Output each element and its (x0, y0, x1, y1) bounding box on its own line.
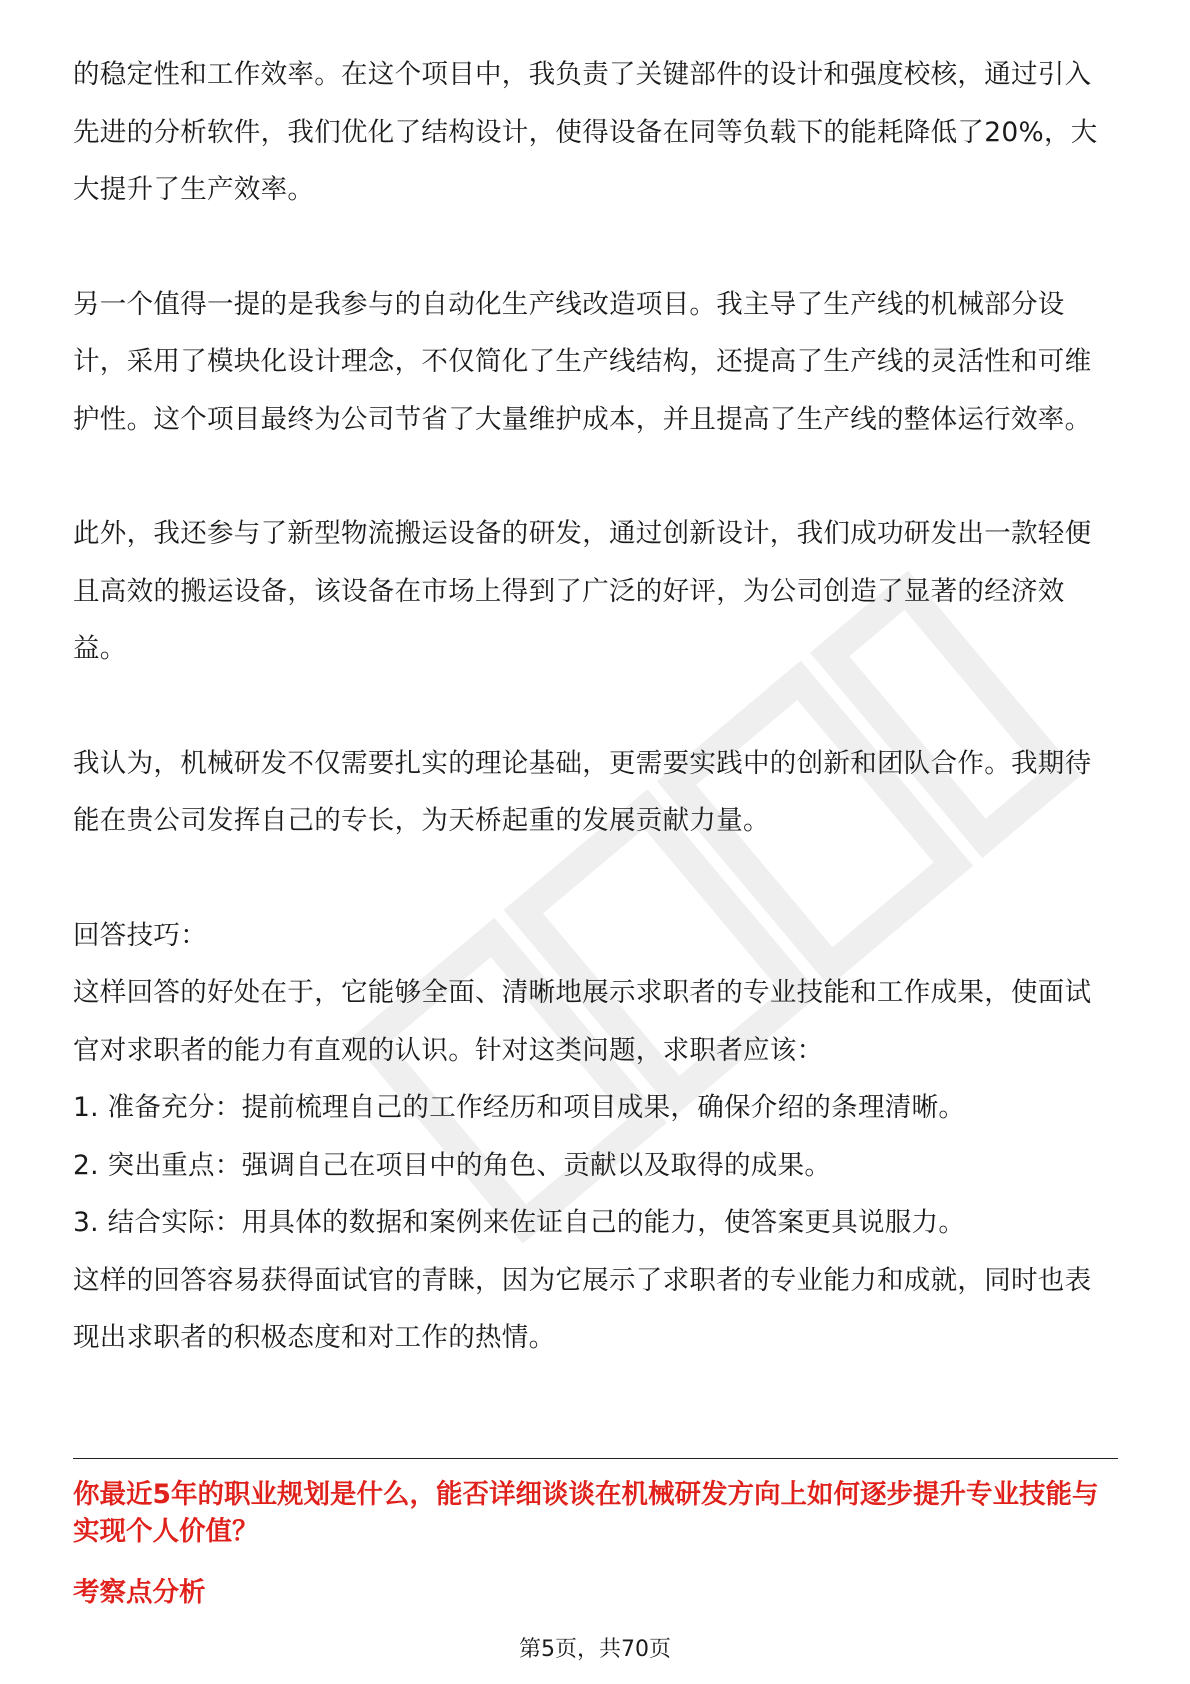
section-divider (73, 1458, 1118, 1459)
page-footer: 第5页，共70页 (519, 1637, 671, 1662)
tips-intro: 这样回答的好处在于，它能够全面、清晰地展示求职者的专业技能和工作成果，使面试官对求职者的能力有直观的认识。针对这类问题，求职者应该： (73, 977, 1092, 1066)
paragraph-3: 此外，我还参与了新型物流搬运设备的研发，通过创新设计，我们成功研发出一款轻便且高效的搬运设备，该设备在市场上得到了广泛的好评，为公司创造了显著的经济效益。 (73, 518, 1092, 664)
next-question-heading: 你最近5年的职业规划是什么，能否详细谈谈在机械研发方向上如何逐步提升专业技能与实现个人价值？ (73, 1479, 1099, 1547)
next-section-title: 考察点分析 (73, 1577, 206, 1608)
tips-item-3: 3. 结合实际：用具体的数据和案例来佐证自己的能力，使答案更具说服力。 (73, 1207, 966, 1238)
paragraph-2: 另一个值得一提的是我参与的自动化生产线改造项目。我主导了生产线的机械部分设计，采用了模块化设计理念，不仅简化了生产线结构，还提高了生产线的灵活性和可维护性。这个项目最终为公司节省了大量维护成本，并且提高了生产线的整体运行效率。 (73, 288, 1092, 435)
paragraph-1: 的稳定性和工作效率。在这个项目中，我负责了关键部件的设计和强度校核，通过引入先进的分析软件，我们优化了结构设计，使得设备在同等负载下的能耗降低了20%，大大提升了生产效率。 (73, 59, 1098, 205)
tips-item-1: 1. 准备充分：提前梳理自己的工作经历和项目成果，确保介绍的条理清晰。 (73, 1092, 966, 1123)
paragraph-4: 我认为，机械研发不仅需要扎实的理论基础，更需要实践中的创新和团队合作。我期待能在贵公司发挥自己的专长，为天桥起重的发展贡献力量。 (73, 747, 1092, 836)
tips-item-2: 2. 突出重点：强调自己在项目中的角色、贡献以及取得的成果。 (73, 1149, 832, 1181)
tips-conclusion: 这样的回答容易获得面试官的青睐，因为它展示了求职者的专业能力和成就，同时也表现出求职者的积极态度和对工作的热情。 (73, 1264, 1092, 1353)
tips-heading: 回答技巧： (73, 919, 207, 951)
document-body (73, 46, 1118, 1367)
